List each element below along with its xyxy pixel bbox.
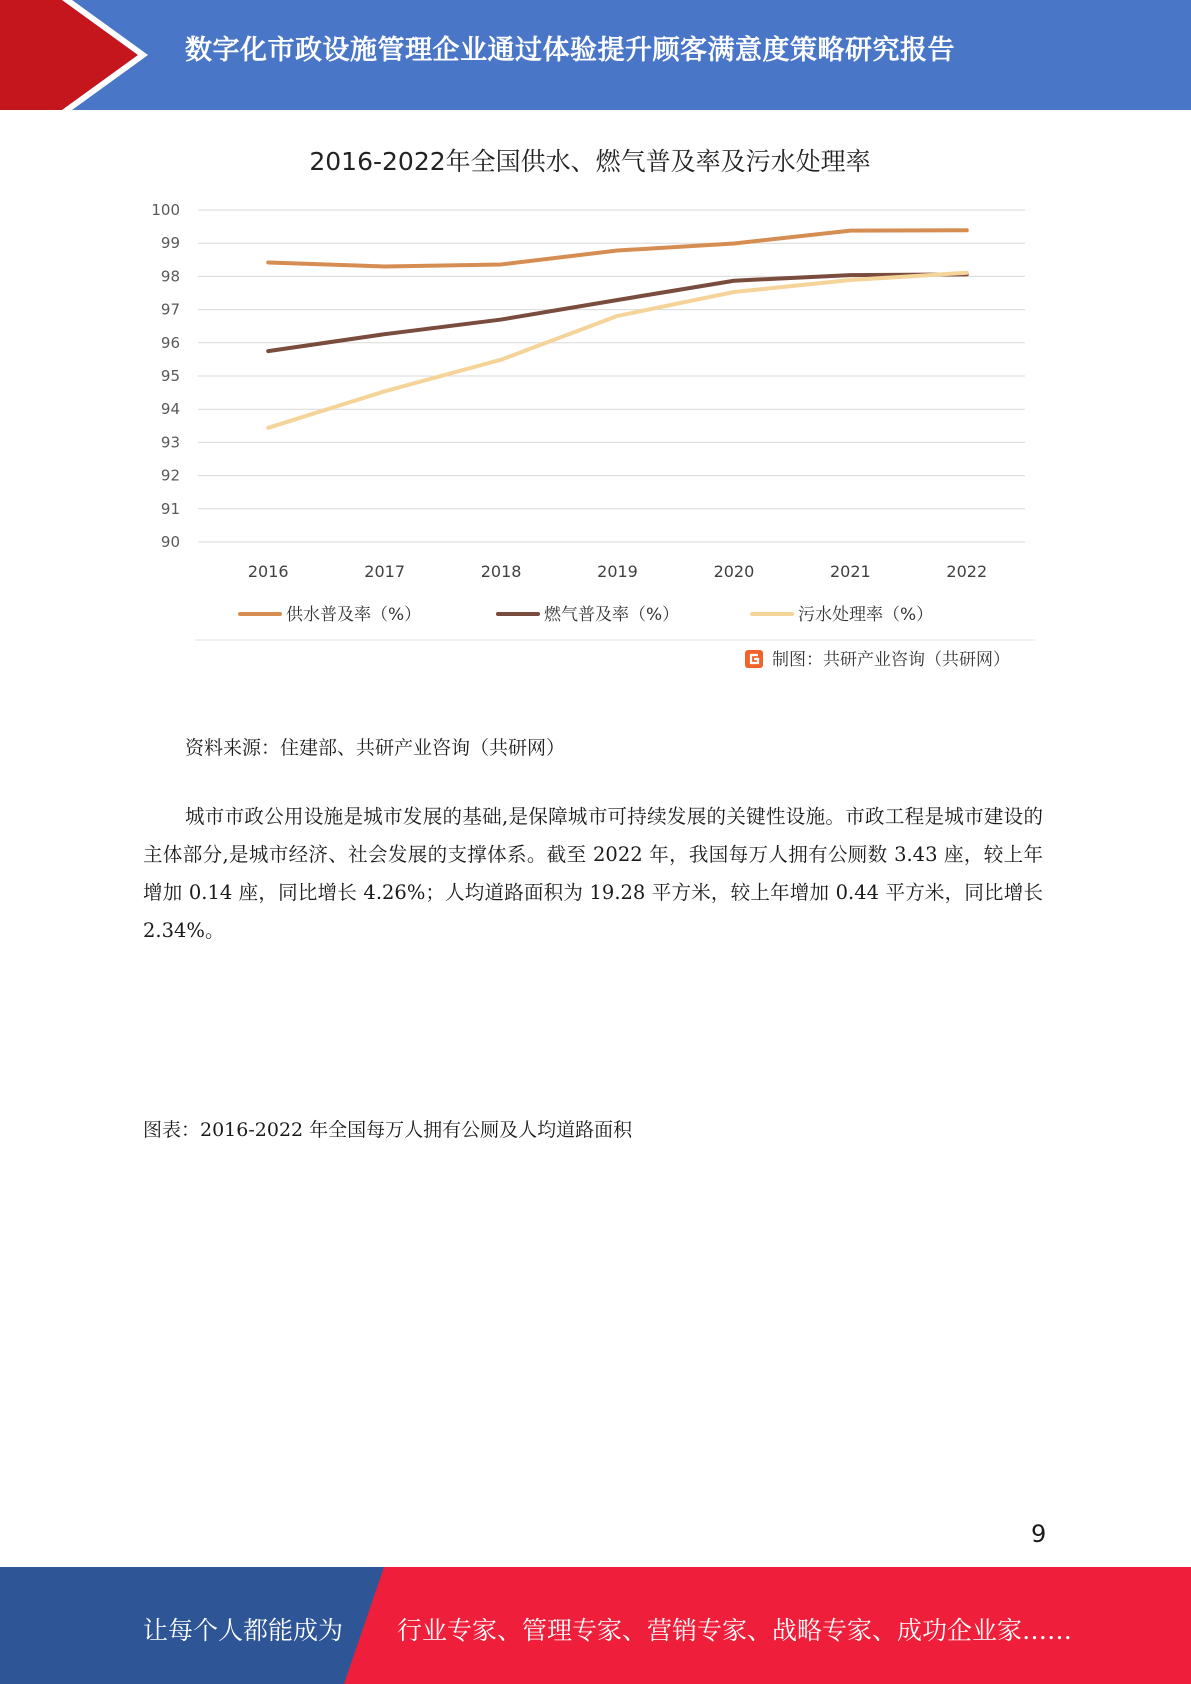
line-chart <box>140 130 1050 680</box>
gonyn-logo-icon <box>745 650 763 668</box>
series-line-3 <box>268 273 967 428</box>
y-tick-label: 91 <box>160 499 180 518</box>
legend-label: 燃气普及率（%） <box>544 605 680 625</box>
y-tick-label: 99 <box>160 234 180 253</box>
y-tick-label: 92 <box>160 466 180 485</box>
report-title: 数字化市政设施管理企业通过体验提升顾客满意度策略研究报告 <box>185 35 955 66</box>
legend-label: 供水普及率（%） <box>286 605 422 625</box>
y-tick-label: 95 <box>160 367 180 385</box>
x-tick-label: 2021 <box>829 562 871 581</box>
page-number: 9 <box>1031 1520 1047 1548</box>
y-axis-ticks <box>151 201 180 551</box>
y-tick-label: 93 <box>160 433 180 452</box>
page-footer <box>0 1567 1191 1684</box>
x-tick-label: 2019 <box>597 562 638 581</box>
y-tick-label: 94 <box>160 400 180 419</box>
x-tick-label: 2016 <box>247 562 289 581</box>
series-line-1 <box>268 230 967 266</box>
figure-caption: 图表：2016-2022 年全国每万人拥有公厕及人均道路面积 <box>143 1119 633 1141</box>
footer-slogan-right: 行业专家、管理专家、营销专家、战略专家、成功企业家…… <box>397 1616 1073 1645</box>
chart-grid <box>198 210 1025 542</box>
x-tick-label: 2020 <box>713 562 755 581</box>
chart-legend <box>240 605 933 625</box>
legend-item <box>498 605 679 625</box>
y-tick-label: 90 <box>160 533 180 551</box>
chart-title: 2016-2022年全国供水、燃气普及率及污水处理率 <box>309 147 871 176</box>
legend-item <box>752 605 933 625</box>
y-tick-label: 96 <box>160 333 180 352</box>
y-tick-label: 100 <box>151 201 180 219</box>
y-tick-label: 97 <box>160 300 180 319</box>
chart-series <box>268 230 967 428</box>
body-paragraph: 城市市政公用设施是城市发展的基础,是保障城市可持续发展的关键性设施。市政工程是城市建设的主体部分,是城市经济、社会发展的支撑体系。截至 2022 年，我国每万人拥有公厕数 3.43 座，较上年增加 0.14 座，同比增长 4.26%；人均道路面积为 19.28 平方米，较上年增加 0.44 平方米，同比增长 2.34%。 <box>143 805 1043 942</box>
legend-item <box>240 605 421 625</box>
series-line-2 <box>268 274 967 351</box>
x-tick-label: 2022 <box>946 562 988 581</box>
chart-credit-text: 制图：共研产业咨询（共研网） <box>772 650 1010 670</box>
footer-slogan-left: 让每个人都能成为 <box>143 1616 344 1645</box>
chart-canvas <box>140 130 1050 680</box>
x-tick-label: 2017 <box>364 562 406 581</box>
x-tick-label: 2018 <box>480 562 522 581</box>
legend-label: 污水处理率（%） <box>798 605 934 625</box>
header-arrow-decoration <box>0 0 180 110</box>
data-source: 资料来源：住建部、共研产业咨询（共研网） <box>185 737 566 759</box>
chart-credit <box>745 650 1010 670</box>
y-tick-label: 98 <box>160 267 180 286</box>
x-axis-ticks <box>248 562 987 581</box>
page-header <box>0 0 1191 110</box>
